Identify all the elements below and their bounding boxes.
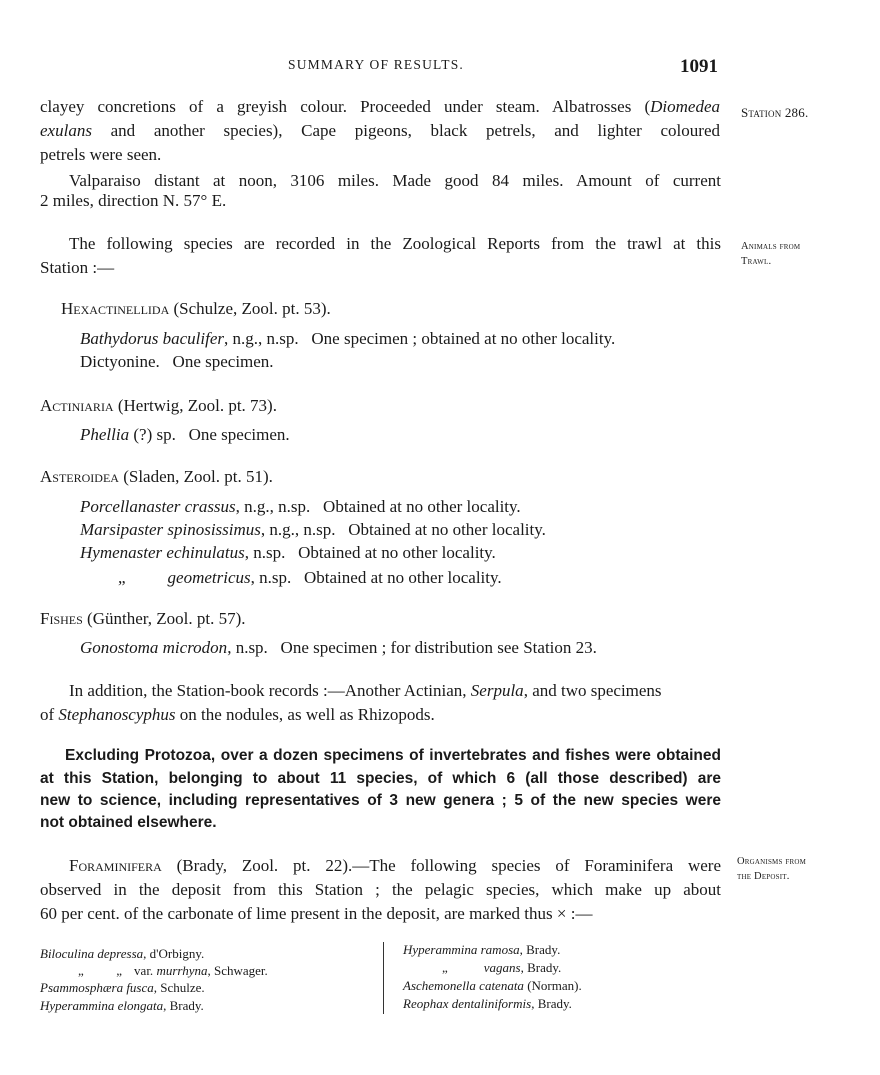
species-author: , Brady. [519,942,561,957]
ditto-mark: „ [118,568,126,587]
page-number: 1091 [680,56,718,77]
addition-text: , and two specimens [523,681,662,700]
ditto-mark: „ „ [78,963,123,978]
species-note: (?) sp. One specimen. [129,425,290,444]
species-list-item [40,998,204,1014]
group-asteroidea [40,467,273,487]
species-name: Gonostoma microdon [80,638,228,657]
species-name: Biloculina depressa [40,946,144,961]
species-name: Porcellanaster crassus [80,497,236,516]
species-entry [80,329,615,349]
species-name: Phellia [80,425,130,444]
addition-line-2 [40,705,435,725]
species-exulans: exulans [40,121,92,140]
species-author: , d'Orbigny. [143,946,205,961]
species-entry [80,638,597,658]
summary-line-1: Excluding Protozoa, over a dozen specimens of invertebrates and fishes were obtained [65,747,721,764]
species-list-item [40,946,204,962]
genus-serpula: Serpula [470,681,524,700]
group-ref: (Schulze, Zool. pt. 53). [169,299,331,318]
species-author: , Brady. [163,998,204,1013]
recorded-line-2: Station :— [40,258,115,277]
species-var: var. [134,963,157,978]
intro-text-2b: and another species), Cape pigeons, black petrels, and lighter coloured [91,121,720,140]
group-name: Foraminifera [69,856,162,875]
species-note: , n.sp. Obtained at no other locality. [244,543,496,562]
margin-note-animals-2: Trawl. [741,256,772,267]
group-name: Asteroidea [40,467,119,486]
species-name: Aschemonella catenata [403,978,524,993]
margin-note-station: Station 286. [741,105,809,120]
foram-line-2: observed in the deposit from this Station ; the pelagic species, which make up about [40,880,721,899]
intro-line-2 [40,121,720,141]
group-name: Fishes [40,609,83,628]
summary-line-3: new to science, including representatives of 3 new genera ; 5 of the new species were [40,792,721,809]
species-list-item [78,963,268,979]
column-divider [383,942,384,1014]
species-note: , n.sp. One specimen ; for distribution see Station 23. [227,638,597,657]
running-title: SUMMARY OF RESULTS. [288,57,464,72]
intro-line-4: Valparaiso distant at noon, 3106 miles. Made good 84 miles. Amount of current [69,171,721,190]
group-fishes [40,609,245,629]
species-author: , Brady. [531,996,572,1011]
intro-text-1a: clayey concretions of a greyish colour. Proceeded under steam. Albatrosses ( [40,97,651,116]
margin-note-organisms-2: the Deposit. [737,871,790,882]
species-note: , n.g., n.sp. One specimen ; obtained at no other locality. [224,329,616,348]
intro-line-5: 2 miles, direction N. 57° E. [40,191,227,210]
species-author: , Schwager. [207,963,268,978]
group-name: Hexactinellida [61,299,170,318]
addition-text: In addition, the Station-book records :—Another Actinian, [69,681,471,700]
species-list-item [442,960,561,976]
species-list-item [403,996,572,1012]
margin-note-animals-1: Animals from [741,241,801,252]
species-list-item [403,942,560,958]
species-name: Marsipaster spinosissimus [80,520,261,539]
genus-stephanoscyphus: Stephanoscyphus [58,705,176,724]
species-name: Hyperammina ramosa [403,942,520,957]
addition-line-1 [69,681,662,701]
species-name: vagans [483,960,521,975]
species-entry [80,497,521,517]
species-name: murrhyna [156,963,208,978]
species-entry [80,520,546,540]
species-entry [80,425,290,445]
species-name: Hymenaster echinulatus [80,543,245,562]
margin-note-organisms-1: Organisms from [737,856,807,867]
recorded-line-1: The following species are recorded in the Zoological Reports from the trawl at this [69,234,721,253]
summary-line-4: not obtained elsewhere. [40,814,217,831]
intro-line-1 [40,97,720,117]
group-name: Actiniaria [40,396,114,415]
addition-text: of [40,705,59,724]
species-note: , n.sp. Obtained at no other locality. [250,568,502,587]
species-name: Reophax dentaliniformis [403,996,532,1011]
species-name: Psammosphæra fusca [40,980,154,995]
species-author: , Brady. [520,960,562,975]
foram-line-1 [69,856,721,876]
species-note: , n.g., n.sp. Obtained at no other locality. [235,497,521,516]
species-entry [80,543,496,563]
species-name: Hyperammina elongata [40,998,164,1013]
species-name: geometricus [167,568,251,587]
species-entry: Dictyonine. One specimen. [80,352,274,371]
ditto-mark: „ [442,960,448,975]
summary-line-2: at this Station, belonging to about 11 species, of which 6 (all those described) are [40,770,721,787]
group-hexactinellida [61,299,331,319]
species-entry [118,568,502,588]
species-author: , Schulze. [153,980,205,995]
group-ref: (Sladen, Zool. pt. 51). [118,467,273,486]
addition-text: on the nodules, as well as Rhizopods. [175,705,435,724]
group-ref: (Hertwig, Zool. pt. 73). [113,396,277,415]
group-ref: (Günther, Zool. pt. 57). [82,609,246,628]
species-author: (Norman). [523,978,582,993]
intro-line-3: petrels were seen. [40,145,162,164]
species-list-item [40,980,205,996]
genus-diomedea: Diomedea [650,97,720,116]
species-note: , n.g., n.sp. Obtained at no other locality. [260,520,546,539]
foram-text: (Brady, Zool. pt. 22).—The following species of Foraminifera were [161,856,721,875]
species-name: Bathydorus baculifer [80,329,225,348]
foram-line-3: 60 per cent. of the carbonate of lime present in the deposit, are marked thus × :— [40,904,593,923]
species-list-item [403,978,582,994]
group-actiniaria [40,396,277,416]
